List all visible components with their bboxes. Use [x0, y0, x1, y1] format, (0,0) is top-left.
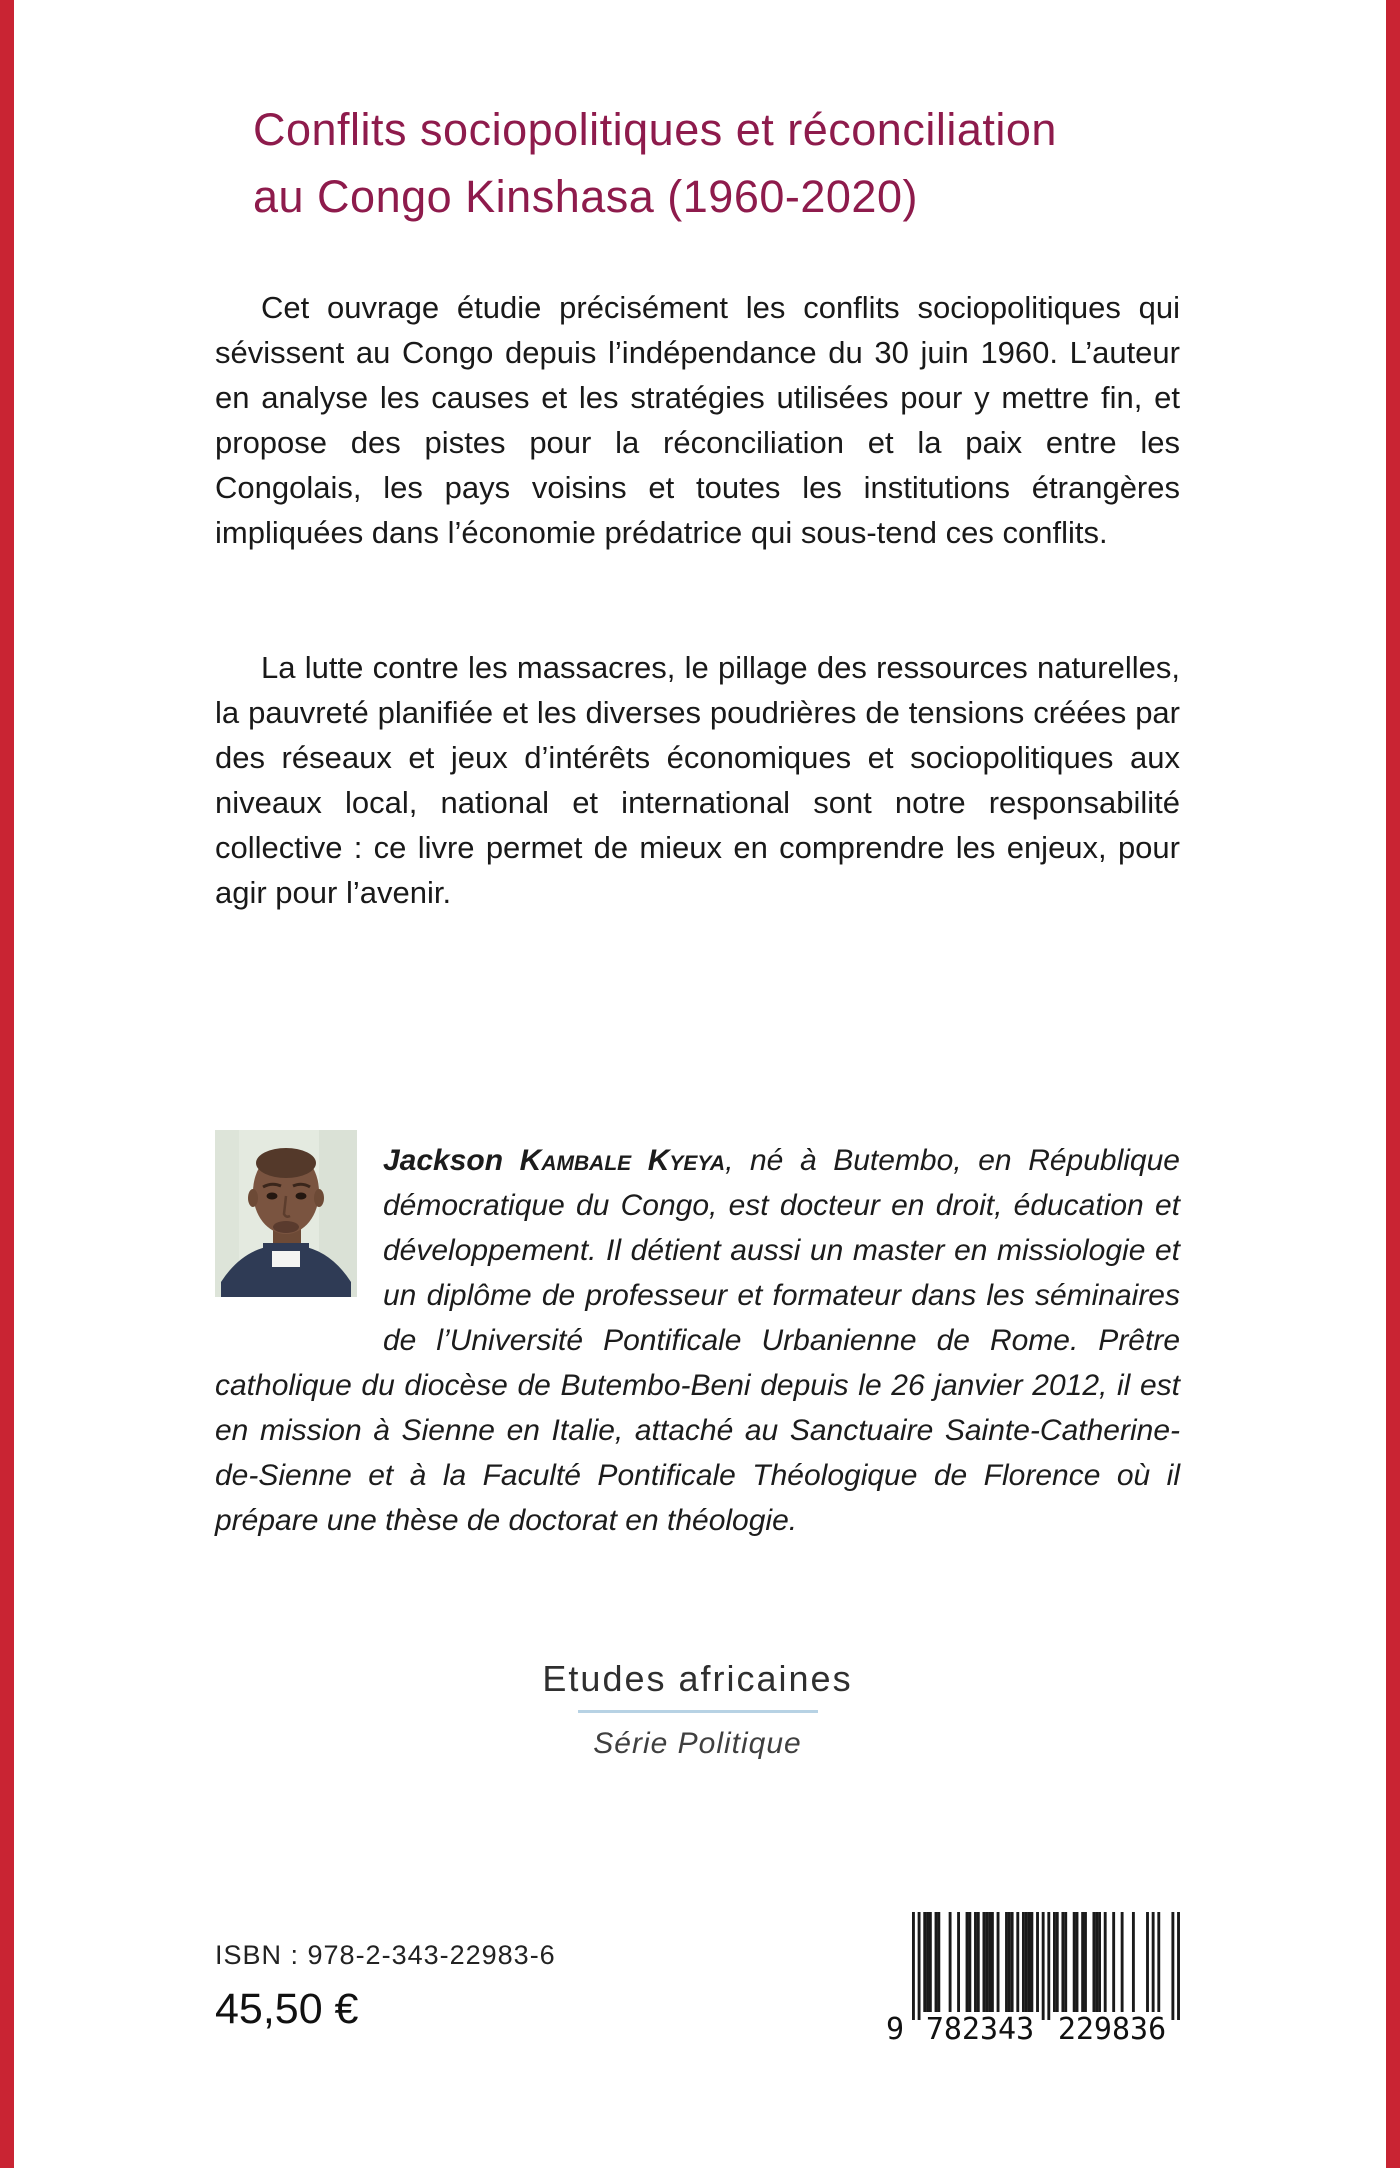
- author-photo: [215, 1130, 357, 1297]
- author-bio: [215, 1138, 1180, 1543]
- barcode-left-digits: 782343: [925, 2012, 1035, 2047]
- author-bio-text: , né à Butembo, en République démocratique du Congo, est docteur en droit, éducation et développement. Il détient aussi un master en missiologie et un diplôme de professeur et formateur dans les séminaires de l’Université Pontificale Urbanienne de Rome. Prêtre catholique du diocèse de Butembo-Beni depuis le 26 janvier 2012, il est en mission à Sienne en Italie, attaché au Sanctuaire Sainte-Catherine-de-Sienne et à la Faculté Pontificale Théologique de Florence où il prépare une thèse de doctorat en théologie.: [215, 1144, 1180, 1537]
- price: 45,50 €: [215, 1985, 359, 2033]
- book-title-line1: Conflits sociopolitiques et réconciliation: [253, 104, 1057, 155]
- collection-series: Série Politique: [593, 1727, 802, 1760]
- barcode-lead-digit: 9: [886, 2012, 905, 2047]
- left-red-edge-strip: [0, 0, 14, 2168]
- synopsis-paragraph-1: Cet ouvrage étudie précisément les conflits sociopolitiques qui sévissent au Congo depuis l’indépendance du 30 juin 1960. L’auteur en analyse les causes et les stratégies utilisées pour y mettre fin, et propose des pistes pour la réconciliation et la paix entre les Congolais, les pays voisins et toutes les institutions étrangères impliquées dans l’économie prédatrice qui sous-tend ces conflits.: [215, 290, 1180, 550]
- synopsis-paragraph-2: La lutte contre les massacres, le pillage des ressources naturelles, la pauvreté planifiée et les diverses poudrières de tensions créées par des réseaux et jeux d’intérêts économiques et sociopolitiques aux niveaux local, national et international sont notre responsabilité collective : ce livre permet de mieux en comprendre les enjeux, pour agir pour l’avenir.: [215, 650, 1180, 910]
- book-title: [253, 96, 1253, 230]
- isbn-price-block: [215, 1940, 556, 2034]
- collection-block: [215, 1658, 1180, 1761]
- author-portrait-illustration: [215, 1130, 357, 1297]
- right-red-edge-strip: [1386, 0, 1400, 2168]
- isbn-number: ISBN : 978-2-343-22983-6: [215, 1940, 556, 1970]
- book-title-line2: au Congo Kinshasa (1960-2020): [253, 171, 918, 222]
- author-first-name: Jackson: [383, 1144, 520, 1177]
- ean13-barcode: [888, 1912, 1182, 2052]
- synopsis: [215, 285, 1180, 1005]
- barcode-right-digits: 229836: [1057, 2012, 1167, 2047]
- collection-underline: [578, 1710, 818, 1713]
- author-family-name: Kambale Kyeya: [519, 1144, 726, 1177]
- collection-name: Etudes africaines: [542, 1658, 853, 1699]
